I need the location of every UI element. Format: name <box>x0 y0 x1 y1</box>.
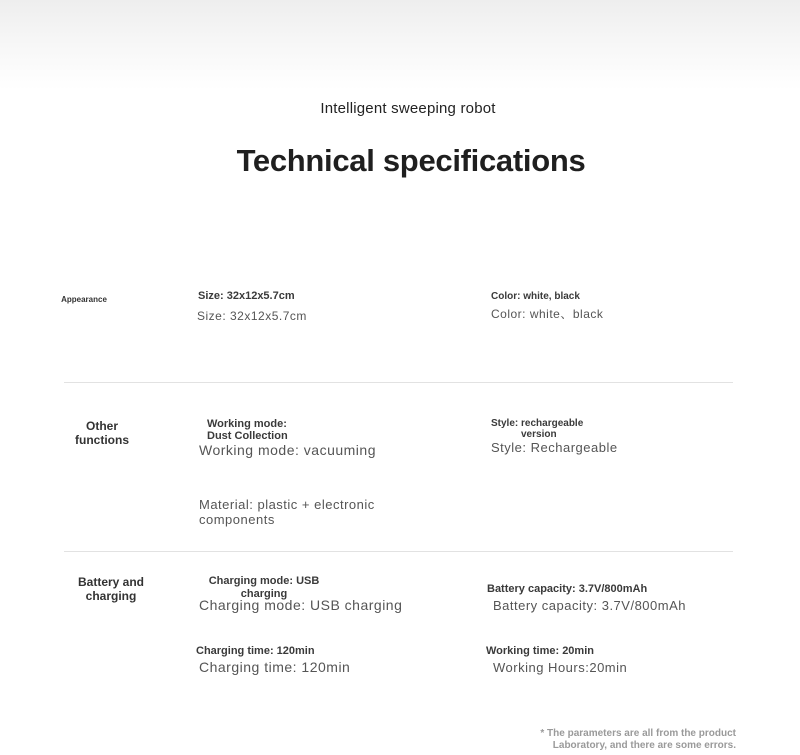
style-spec: Style: Rechargeable <box>491 440 618 455</box>
page-title: Technical specifications <box>236 143 586 178</box>
category-appearance: Appearance <box>61 295 107 304</box>
charging-mode-spec: Charging mode: USB charging <box>199 597 403 613</box>
material-line: Material: plastic + electronic <box>199 497 375 512</box>
working-time-bold: Working time: 20min <box>486 645 594 657</box>
category-line: Other <box>85 419 118 433</box>
size-spec: Size: 32x12x5.7cm <box>197 309 307 323</box>
category-line: Battery and <box>77 575 145 589</box>
footnote-line: * The parameters are all from the product <box>540 728 736 739</box>
category-other-functions <box>66 419 138 447</box>
working-time-spec: Working Hours:20min <box>493 660 628 675</box>
charging-time-spec: Charging time: 120min <box>199 659 351 675</box>
size-spec-bold: Size: 32x12x5.7cm <box>198 290 295 302</box>
material-spec <box>199 497 375 527</box>
style-bold-line: Style: rechargeable <box>491 418 584 429</box>
footnote <box>476 728 736 752</box>
charging-time-bold: Charging time: 120min <box>196 645 315 657</box>
category-battery-charging <box>72 575 150 603</box>
color-spec: Color: white、black <box>491 307 604 321</box>
divider <box>64 382 733 383</box>
color-spec-bold: Color: white, black <box>491 291 580 302</box>
working-mode-bold-line: Dust Collection <box>207 430 288 442</box>
charging-mode-bold-line: charging <box>240 588 288 600</box>
subtitle: Intelligent sweeping robot <box>320 100 496 117</box>
divider <box>64 551 733 552</box>
category-line: charging <box>85 589 137 603</box>
battery-capacity-spec: Battery capacity: 3.7V/800mAh <box>493 598 686 613</box>
battery-capacity-bold: Battery capacity: 3.7V/800mAh <box>487 583 648 595</box>
working-mode-spec: Working mode: vacuuming <box>199 442 376 458</box>
footnote-line: Laboratory, and there are some errors. <box>552 740 736 751</box>
category-line: functions <box>75 433 129 447</box>
charging-mode-bold-line: Charging mode: USB <box>208 575 320 587</box>
style-bold <box>491 418 583 440</box>
working-mode-bold <box>207 418 288 442</box>
working-mode-bold-line: Working mode: <box>207 418 287 430</box>
material-line: components <box>199 512 275 527</box>
style-bold-line: version <box>521 429 557 440</box>
